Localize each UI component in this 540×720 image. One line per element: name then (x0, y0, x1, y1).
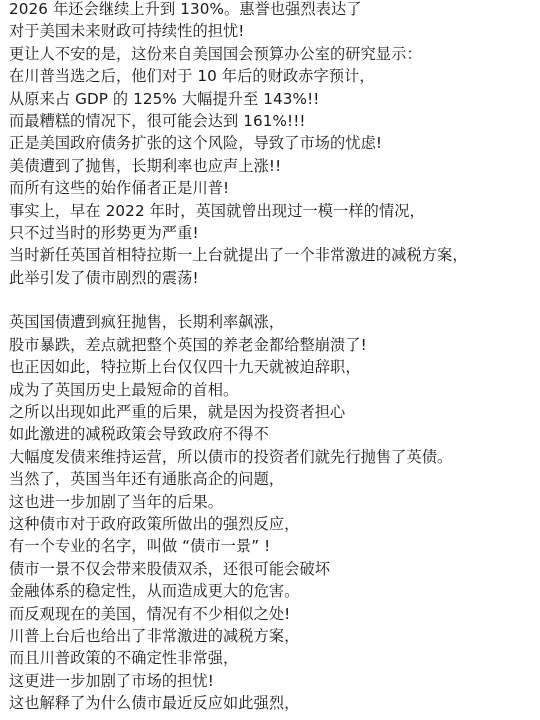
text-line: 这种债市对于政府政策所做出的强烈反应， (9, 514, 300, 533)
text-line: 英国国债遭到疯狂抛售，长期利率飙涨， (9, 313, 285, 332)
text-line: 而最糟糕的情况下，很可能会达到 161%!!! (9, 111, 306, 130)
text-line: 有一个专业的名字，叫做 “债市一景” ! (9, 537, 271, 556)
text-line: 美债遭到了抛售，长期利率也应声上涨!! (9, 156, 282, 175)
paragraph-spacer (9, 289, 535, 311)
article-body (9, 0, 535, 715)
text-line: 这也进一步加剧了当年的后果。 (9, 492, 224, 511)
text-line: 而反观现在的美国，情况有不少相似之处! (9, 604, 291, 623)
text-line: 当然了，英国当年还有通胀高企的问题， (9, 470, 285, 489)
text-line: 当时新任英国首相特拉斯一上台就提出了一个非常激进的减税方案， (9, 246, 468, 265)
paragraph-1 (9, 0, 535, 289)
text-line: 更让人不安的是，这份来自美国国会预算办公室的研究显示： (9, 44, 422, 63)
text-line: 债市一景不仅会带来股债双杀，还很可能会破坏 (9, 559, 331, 578)
paragraph-2 (9, 311, 535, 714)
text-line: 大幅度发债来维持运营，所以债市的投资者们就先行抛售了英债。 (9, 447, 453, 466)
text-line: 川普上台后也给出了非常激进的减税方案， (9, 626, 300, 645)
text-line: 金融体系的稳定性，从而造成更大的危害。 (9, 582, 300, 601)
text-line: 从原来占 GDP 的 125% 大幅提升至 143%!! (9, 89, 320, 108)
text-line: 而所有这些的始作俑者正是川普! (9, 179, 230, 198)
text-line: 如此激进的减税政策会导致政府不得不 (9, 425, 269, 444)
text-line: 这也解释了为什么债市最近反应如此强烈， (9, 694, 300, 713)
text-line: 对于美国未来财政可持续性的担忧! (9, 22, 245, 41)
text-line: 而且川普政策的不确定性非常强， (9, 649, 239, 668)
text-line: 之所以出现如此严重的后果，就是因为投资者担心 (9, 403, 346, 422)
text-line: 也正因如此，特拉斯上台仅仅四十九天就被迫辞职， (9, 358, 361, 377)
text-line: 在川普当选之后，他们对于 10 年后的财政赤字预计， (9, 67, 375, 86)
text-line: 正是美国政府债务扩张的这个风险，导致了市场的忧虑! (9, 134, 383, 153)
text-line: 事实上，早在 2022 年时，英国就曾出现过一模一样的情况， (9, 201, 425, 220)
text-line: 股市暴跌，差点就把整个英国的养老金都给整崩溃了! (9, 335, 367, 354)
text-line: 成为了英国历史上最短命的首相。 (9, 380, 239, 399)
text-line: 只不过当时的形势更为严重! (9, 223, 199, 242)
text-line: 2026 年还会继续上升到 130%。惠誉也强烈表达了 (9, 0, 362, 18)
text-line: 这更进一步加剧了市场的担忧! (9, 671, 214, 690)
text-line: 此举引发了债市剧烈的震荡! (9, 268, 199, 287)
